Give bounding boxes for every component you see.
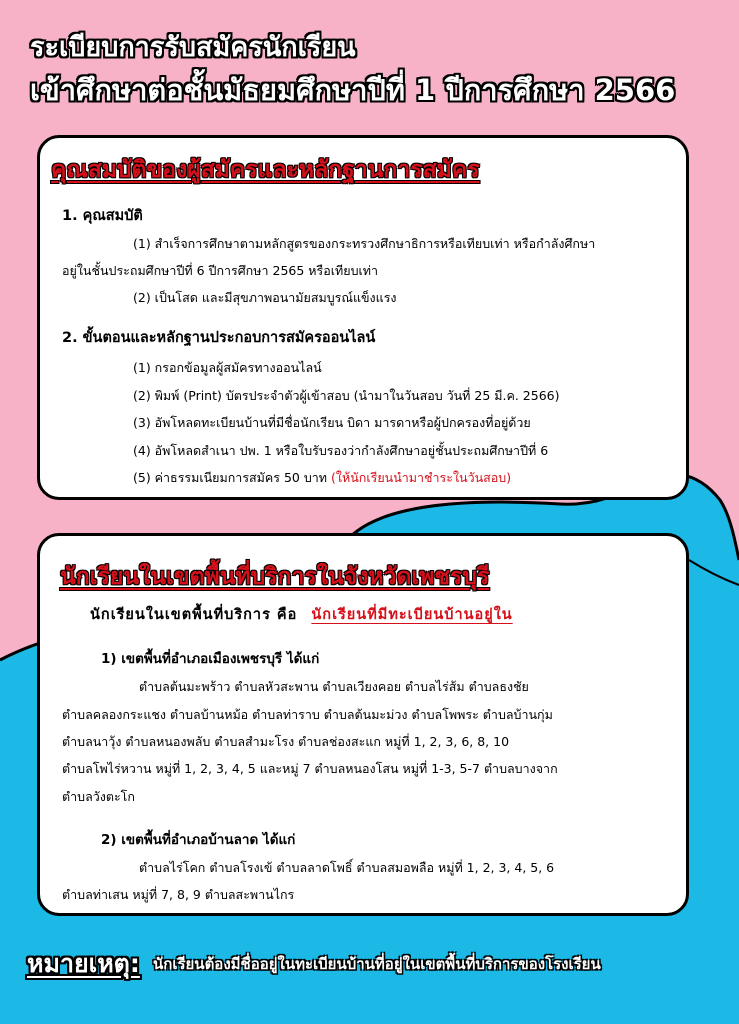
title-line-2: เข้าศึกษาต่อชั้นมัธยมศึกษาปีที่ 1 ปีการศึกษา 2566 — [30, 73, 676, 107]
step-item-5-text: (5) ค่าธรรมเนียมการสมัคร 50 บาท — [133, 470, 328, 485]
area-1-line-2: ตำบลคลองกระแชง ตำบลบ้านหม้อ ตำบลท่าราบ ตำบลต้นมะม่วง ตำบลโพพระ ตำบลบ้านกุ่ม — [62, 707, 553, 722]
service-area-subline — [90, 603, 513, 626]
step-item-1: (1) กรอกข้อมูลผู้สมัครทางออนไลน์ — [133, 360, 322, 375]
area-1-line-4: ตำบลโพไร่หวาน หมู่ที่ 1, 2, 3, 4, 5 และหมู่ 7 ตำบลหนองโสน หมู่ที่ 1-3, 5-7 ตำบลบางจาก — [62, 761, 558, 776]
area-1-title: 1) เขตพื้นที่อำเภอเมืองเพชรบุรี ได้แก่ — [101, 651, 320, 667]
area-2-line-1: ตำบลไร่โคก ตำบลโรงเข้ ตำบลลาดโพธิ์ ตำบลสมอพลือ หมู่ที่ 1, 2, 3, 4, 5, 6 — [139, 860, 555, 875]
service-area-card — [37, 533, 689, 916]
step-item-3: (3) อัพโหลดทะเบียนบ้านที่มีชื่อนักเรียน บิดา มารดาหรือผู้ปกครองที่อยู่ด้วย — [133, 415, 531, 430]
note-label: หมายเหตุ: — [27, 949, 140, 978]
page-title — [30, 28, 720, 112]
section-qualifications-title: 1. คุณสมบัติ — [62, 208, 143, 224]
note-text: นักเรียนต้องมีชื่ออยู่ในทะเบียนบ้านที่อยู่ในเขตพื้นที่บริการของโรงเรียน — [153, 955, 601, 973]
area-1-line-1: ตำบลต้นมะพร้าว ตำบลหัวสะพาน ตำบลเวียงคอย ตำบลไร่ส้ม ตำบลธงชัย — [139, 679, 529, 694]
qualifications-card — [37, 135, 689, 500]
step-item-5 — [133, 468, 511, 488]
area-2-title: 2) เขตพื้นที่อำเภอบ้านลาด ได้แก่ — [101, 832, 296, 848]
step-item-2: (2) พิมพ์ (Print) บัตรประจำตัวผู้เข้าสอบ (นำมาในวันสอบ วันที่ 25 มี.ค. 2566) — [133, 388, 560, 403]
area-1-line-3: ตำบลนาวุ้ง ตำบลหนองพลับ ตำบลสำมะโรง ตำบลช่องสะแก หมู่ที่ 1, 2, 3, 6, 8, 10 — [62, 734, 510, 749]
service-area-heading: นักเรียนในเขตพื้นที่บริการในจังหวัดเพชรบุรี — [60, 564, 490, 590]
service-area-subline-text: นักเรียนในเขตพื้นที่บริการ คือ — [90, 607, 298, 623]
section-steps-title: 2. ขั้นตอนและหลักฐานประกอบการสมัครออนไลน์ — [62, 330, 376, 346]
step-item-5-note: (ให้นักเรียนนำมาชำระในวันสอบ) — [331, 470, 512, 485]
area-2-line-2: ตำบลท่าเสน หมู่ที่ 7, 8, 9 ตำบลสะพานไกร — [62, 887, 295, 902]
title-line-1: ระเบียบการรับสมัครนักเรียน — [30, 32, 356, 63]
qualification-item-1b: อยู่ในชั้นประถมศึกษาปีที่ 6 ปีการศึกษา 2565 หรือเทียบเท่า — [62, 263, 379, 278]
qualification-item-2: (2) เป็นโสด และมีสุขภาพอนามัยสมบูรณ์แข็งแรง — [133, 290, 397, 305]
footer-note — [27, 944, 601, 984]
qualification-item-1a: (1) สำเร็จการศึกษาตามหลักสูตรของกระทรวงศึกษาธิการหรือเทียบเท่า หรือกำลังศึกษา — [133, 236, 596, 251]
service-area-subline-highlight: นักเรียนที่มีทะเบียนบ้านอยู่ใน — [311, 607, 513, 623]
qualifications-heading: คุณสมบัติของผู้สมัครและหลักฐานการสมัคร — [51, 157, 480, 183]
area-1-line-5: ตำบลวังตะโก — [62, 789, 135, 804]
step-item-4: (4) อัพโหลดสำเนา ปพ. 1 หรือใบรับรองว่ากำลังศึกษาอยู่ชั้นประถมศึกษาปีที่ 6 — [133, 443, 549, 458]
